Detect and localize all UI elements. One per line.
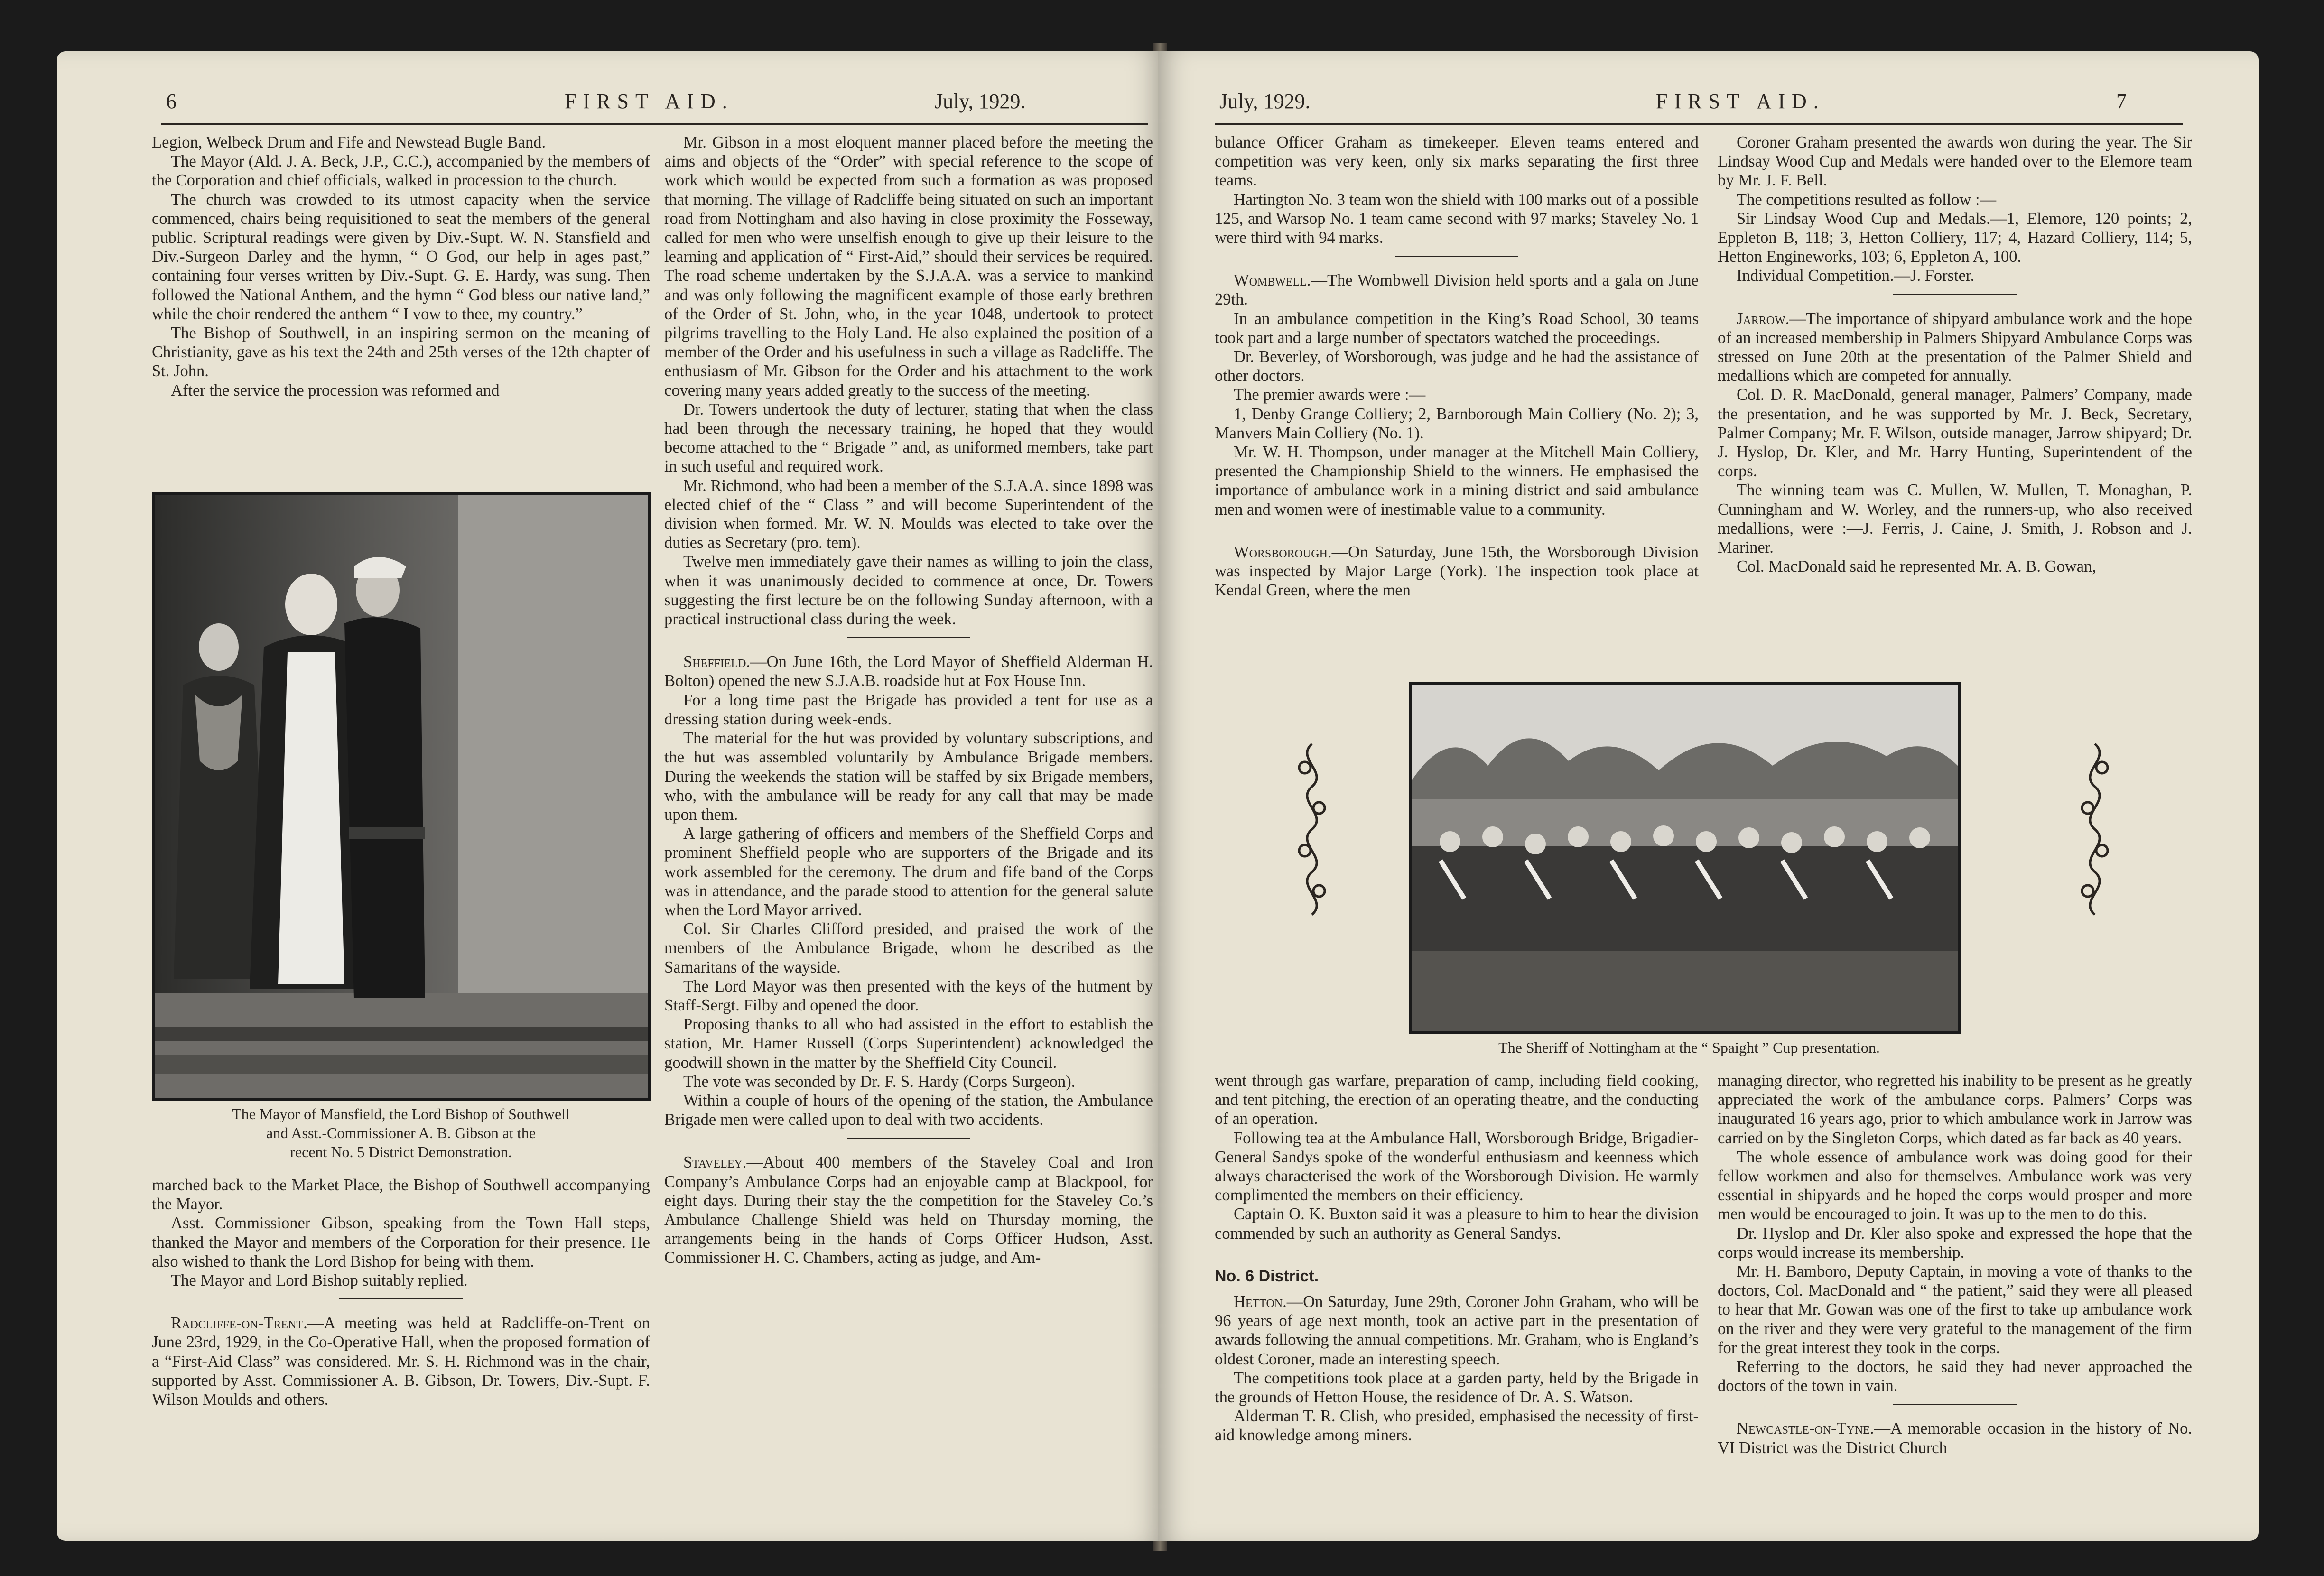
scroll-ornament-right-icon	[2073, 739, 2116, 919]
paragraph: Col. D. R. MacDonald, general manager, Palmers’ Company, made the presentation, and he was supported by Mr. J. Beck, Secretary, Palmer Company; Mr. F. Wilson, outside manager, Jarrow shipyard; Dr. J. Hyslop, Dr. Kler, and Mr. Harry Hunting, Superintendent of the corps.	[1718, 386, 2192, 481]
left-issue-date: July, 1929.	[935, 90, 1026, 113]
paragraph: Twelve men immediately gave their names as willing to join the class, when it was unanimously decided to commence at once, Dr. Towers suggesting the first lecture be on the following Sunday afternoon, with a practical instructional class during the week.	[664, 553, 1153, 629]
newcastle-text: —A memorable occasion in the history of No. VI District was the District Church	[1718, 1419, 2192, 1457]
paragraph: 1, Denby Grange Colliery; 2, Barnborough Main Colliery (No. 2); 3, Manvers Main Colliery (No. 1).	[1215, 405, 1699, 442]
right-col1-text-d	[1215, 1369, 1699, 1445]
left-page	[57, 51, 1162, 1541]
paragraph: Following tea at the Ambulance Hall, Worsborough Bridge, Brigadier-General Sandys spoke of the wonderful enthusiasm and keenness which always characterised the work of the Worsborough Division. He warmly complimented the members on their efficiency.	[1215, 1129, 1699, 1205]
scroll-ornament-left-icon	[1291, 739, 1333, 919]
hetton-text: —On Saturday, June 29th, Coroner John Graham, who will be 96 years of age next month, took an active part in the presentation of awards following the annual competitions. Mr. Graham, who is England’s oldest Coroner, made an interesting speech.	[1215, 1293, 1699, 1368]
paragraph: Alderman T. R. Clish, who presided, emphasised the necessity of first-aid knowledge among miners.	[1215, 1407, 1699, 1445]
photo-spaight-cup	[1409, 682, 1961, 1034]
paragraph: managing director, who regretted his inability to be present as he greatly appreciated the work of the ambulance corps. Palmers’ Corps was inaugurated 16 years ago, prior to which ambulance work in Jarrow was carried on by the Singleton Corps, which dated as far back as 40 years.	[1718, 1072, 2192, 1147]
photo-caption-right: The Sheriff of Nottingham at the “ Spaight ” Cup presentation.	[1498, 1039, 1880, 1056]
paragraph: The church was crowded to its utmost capacity when the service commenced, chairs being requisitioned to seat the members of the general public. Scriptural readings were given by Div.-Supt. W. N. Stansfield and Div.-Surgeon Darley and the hymn, “ O God, our help in ages past,” containing four verses written by Div.-Supt. G. E. Hardy, was sung. Then followed the National Anthem, and the hymn “ God bless our native land,” while the choir rendered the anthem “ I vow to thee, my country.”	[152, 190, 650, 323]
paragraph: The whole essence of ambulance work was doing good for their fellow workmen and also for themselves. Ambulance work was very essential in shipyards and he hoped the corps would prosper and more men would be encouraged to join. It was up to the men to do this.	[1718, 1148, 2192, 1224]
paragraph: The Mayor (Ald. J. A. Beck, J.P., C.C.), accompanied by the members of the Corporation and chief officials, walked in procession to the church.	[152, 152, 650, 190]
paragraph: The competitions resulted as follow :—	[1737, 190, 1997, 209]
paragraph: Proposing thanks to all who had assisted in the effort to establish the station, Mr. Hamer Russell (Corps Superintendent) acknowledged the goodwill shown in the matter by the Sheffield City Council.	[664, 1015, 1153, 1072]
right-col1-text-c	[1215, 1071, 1699, 1243]
section-rule	[1893, 294, 2017, 295]
paragraph: Mr. H. Bamboro, Deputy Captain, in moving a vote of thanks to the doctors, Col. MacDonald and “ the patient,” said they were all pleased to hear that Mr. Gowan was one of the first to take up ambulance work on the river and they were very grateful to the management of the firm for the great interest they took in the corps.	[1718, 1262, 2192, 1357]
right-col1-text-a	[1215, 133, 1699, 247]
left-header-rule	[161, 123, 1148, 125]
caption-line-1: The Mayor of Mansfield, the Lord Bishop of Southwell	[232, 1105, 570, 1122]
right-col2-text-b	[1718, 385, 2192, 576]
staveley-text: —About 400 members of the Staveley Coal and Iron Company’s Ambulance Corps had an enjoyable camp at Blackpool, for eight days. During their stay the the competition for the Staveley Co.’s Ambulance Challenge Shield was held on Thursday morning, the arrangements being in the hands of Corps Officer Hudson, Asst. Commissioner H. C. Chambers, acting as judge, and Am-	[664, 1153, 1153, 1267]
section-rule	[1395, 256, 1518, 257]
jarrow-heading: Jarrow.	[1737, 309, 1790, 328]
worsborough-text: —On Saturday, June 15th, the Worsborough Division was inspected by Major Large (York). The inspection took place at Kendal Green, where the men	[1215, 543, 1699, 600]
paragraph: For a long time past the Brigade has provided a tent for use as a dressing station during week-ends.	[664, 691, 1153, 728]
left-column-1	[152, 133, 650, 400]
right-column-2-bottom	[1718, 1071, 2192, 1457]
paragraph: Mr. Gibson in a most eloquent manner placed before the meeting the aims and objects of the “Order” with special reference to the scope of work which would be expected from such a formation as was proposed that morning. The village of Radcliffe being situated on such an important road from Nottingham and also having in close proximity the Fosseway, called for men who were unselfish enough to give up their leisure to the learning and application of “ First-Aid,” should their services be required. The road scheme undertaken by the S.J.A.A. was a service to mankind and was only following the magnificent example of those early brethren of the Order of St. John, who, in the year 1048, undertook to protect pilgrims travelling to the Holy Land. He also explained the position of a member of the Order and his usefulness in such a village as Radcliffe. The enthusiasm of Mr. Gibson for the Order and his attachment to the work covering many years added greatly to the success of the meeting.	[664, 133, 1153, 399]
right-running-head	[1219, 89, 2168, 122]
left-page-number: 6	[166, 90, 177, 113]
paragraph: The winning team was C. Mullen, W. Mullen, T. Monaghan, P. Cunningham and W. Worley, and the runners-up, who also received medallions, were :—J. Ferris, J. Caine, J. Smith, J. Robson and J. Mariner.	[1718, 481, 2192, 557]
sheffield-heading: Sheffield.	[683, 653, 751, 671]
paragraph: The Lord Mayor was then presented with the keys of the hutment by Staff-Sergt. Filby and opened the door.	[664, 977, 1153, 1014]
col1-top-text	[152, 133, 650, 400]
photo-mayor-bishop	[152, 492, 651, 1101]
section-rule	[847, 1138, 970, 1139]
paragraph: Mr. W. H. Thompson, under manager at the Mitchell Main Colliery, presented the Championship Shield to the winners. He emphasised the importance of ambulance work in a mining district and said ambulance men and women were of inestimable value to a community.	[1215, 443, 1699, 519]
left-journal-title: FIRST AID.	[565, 90, 734, 113]
radcliffe-heading: Radcliffe-on-Trent.	[171, 1314, 307, 1333]
right-page	[1158, 51, 2259, 1541]
paragraph: bulance Officer Graham as timekeeper. Eleven teams entered and competition was very keen, only six marks separating the first three teams.	[1215, 133, 1699, 190]
right-column-2	[1718, 133, 2192, 576]
wombwell-heading: Wombwell.	[1234, 271, 1311, 290]
paragraph: Mr. Richmond, who had been a member of the S.J.A.A. since 1898 was elected chief of the “ Class ” and will become Superintendent of the division when formed. Mr. W. N. Moulds was elected to take over the duties as Secretary (pro. tem).	[664, 476, 1153, 552]
paragraph: Asst. Commissioner Gibson, speaking from the Town Hall steps, thanked the Mayor and members of the Corporation for their presence. He also wished to thank the Lord Bishop for being with them.	[152, 1214, 650, 1270]
left-column-2	[664, 133, 1153, 1268]
paragraph: Dr. Towers undertook the duty of lecturer, stating that when the class had been through the necessary training, he hoped that they would become attached to the “ Brigade ” and, as uniformed members, take part in such useful and required work.	[664, 400, 1153, 476]
jarrow-text: —The importance of shipyard ambulance work and the hope of an increased membership in Palmers Shipyard Ambulance Corps was stressed on June 20th at the presentation of the Palmer Shield and medallions which are competed for annually.	[1718, 309, 2192, 385]
right-issue-date: July, 1929.	[1219, 90, 1311, 113]
wombwell-text: —The Wombwell Division held sports and a gala on June 29th.	[1215, 271, 1699, 309]
caption-line-3: recent No. 5 District Demonstration.	[290, 1143, 512, 1160]
col2-text-a	[664, 133, 1153, 629]
worsborough-heading: Worsborough.	[1234, 543, 1332, 561]
paragraph: Individual Competition.—J. Forster.	[1737, 267, 1975, 285]
photo-caption-left	[152, 1104, 650, 1161]
paragraph: The vote was seconded by Dr. F. S. Hardy (Corps Surgeon).	[683, 1072, 1076, 1091]
hetton-heading: Hetton.	[1234, 1293, 1287, 1311]
right-column-1	[1215, 133, 1699, 600]
paragraph: The Bishop of Southwell, in an inspiring sermon on the meaning of Christianity, gave as his text the 24th and 25th verses of the 12th chapter of St. John.	[152, 324, 650, 380]
paragraph: Sir Lindsay Wood Cup and Medals.—1, Elemore, 120 points; 2, Eppleton B, 118; 3, Hetton Colliery, 117; 4, Hazard Colliery, 114; 5, Hetton Engineworks, 103; 6, Eppleton A, 100.	[1718, 209, 2192, 266]
paragraph: Col. MacDonald said he represented Mr. A. B. Gowan,	[1737, 557, 2096, 576]
col2-text-b	[664, 691, 1153, 1130]
paragraph: In an ambulance competition in the King’s Road School, 30 teams took part and a large number of spectators watched the proceedings.	[1215, 309, 1699, 347]
section-rule	[847, 637, 970, 638]
col1-bottom-text	[152, 1176, 650, 1290]
paragraph: Hartington No. 3 team won the shield with 100 marks out of a possible 125, and Warsop No. 1 team came second with 97 marks; Staveley No. 1 were third with 94 marks.	[1215, 190, 1699, 247]
paragraph: After the service the procession was reformed and	[171, 381, 500, 399]
section-rule	[1893, 1404, 2017, 1405]
paragraph: Within a couple of hours of the opening of the station, the Ambulance Brigade men were called upon to deal with two accidents.	[664, 1091, 1153, 1129]
paragraph: Referring to the doctors, he said they had never approached the doctors of the town in vain.	[1718, 1358, 2192, 1395]
right-col2-text-a	[1718, 133, 2192, 286]
right-column-1-bottom	[1215, 1071, 1699, 1445]
caption-line-2: and Asst.-Commissioner A. B. Gibson at the	[266, 1124, 536, 1141]
staveley-heading: Staveley.	[683, 1153, 747, 1172]
paragraph: Dr. Beverley, of Worsborough, was judge and he had the assistance of other doctors.	[1215, 348, 1699, 385]
paragraph: The premier awards were :—	[1234, 386, 1426, 404]
right-col1-text-b	[1215, 309, 1699, 519]
right-page-number: 7	[2116, 90, 2127, 113]
paragraph: Captain O. K. Buxton said it was a pleasure to him to hear the division commended by such an authority as General Sandys.	[1215, 1205, 1699, 1242]
paragraph: Col. Sir Charles Clifford presided, and praised the work of the members of the Ambulance Brigade, whom he described as the Samaritans of the wayside.	[664, 920, 1153, 976]
paragraph: The competitions took place at a garden party, held by the Brigade in the grounds of Hetton House, the residence of Dr. A. S. Watson.	[1215, 1369, 1699, 1407]
paragraph: The material for the hut was provided by voluntary subscriptions, and the hut was assembled voluntarily by Ambulance Brigade members. During the weekends the station will be staffed by six Brigade members, who, with the ambulance will be ready for any call that may be made upon them.	[664, 729, 1153, 824]
right-journal-title: FIRST AID.	[1656, 90, 1825, 113]
section-rule	[339, 1298, 463, 1299]
paragraph: Dr. Hyslop and Dr. Kler also spoke and expressed the hope that the corps would increase its membership.	[1718, 1224, 2192, 1261]
paragraph: A large gathering of officers and members of the Sheffield Corps and prominent Sheffield people who are supporters of the Brigade and its work assembled for the ceremony. The drum and fife band of the Corps was in attendance, and the parade stood to attention for the general salute when the Lord Mayor arrived.	[664, 825, 1153, 919]
right-header-rule	[1215, 123, 2183, 125]
paragraph: went through gas warfare, preparation of camp, including field cooking, and tent pitching, the erection of an operating theatre, and the conducting of an operation.	[1215, 1072, 1699, 1128]
left-running-head	[166, 89, 1162, 122]
district-heading: No. 6 District.	[1215, 1267, 1319, 1285]
paragraph: Coroner Graham presented the awards won during the year. The Sir Lindsay Wood Cup and Medals were handed over to the Elemore team by Mr. J. F. Bell.	[1718, 133, 2192, 190]
newcastle-heading: Newcastle-on-Tyne.	[1737, 1419, 1874, 1438]
right-col2-text-c	[1718, 1071, 2192, 1395]
radcliffe-text: —A meeting was held at Radcliffe-on-Trent on June 23rd, 1929, in the Co-Operative Hall, when the proposed formation of a “First-Aid Class” was considered. Mr. S. H. Richmond was in the chair, supported by Asst. Commissioner A. B. Gibson, Dr. Towers, Div.-Supt. F. Wilson Moulds and others.	[152, 1314, 650, 1409]
paragraph: Legion, Welbeck Drum and Fife and Newstead Bugle Band.	[152, 133, 546, 151]
paragraph: marched back to the Market Place, the Bishop of Southwell accompanying the Mayor.	[152, 1176, 650, 1214]
sheffield-text: —On June 16th, the Lord Mayor of Sheffield Alderman H. Bolton) opened the new S.J.A.B. roadside hut at Fox House Inn.	[664, 653, 1153, 690]
paragraph: The Mayor and Lord Bishop suitably replied.	[171, 1271, 468, 1290]
left-column-1-bottom	[152, 1176, 650, 1409]
